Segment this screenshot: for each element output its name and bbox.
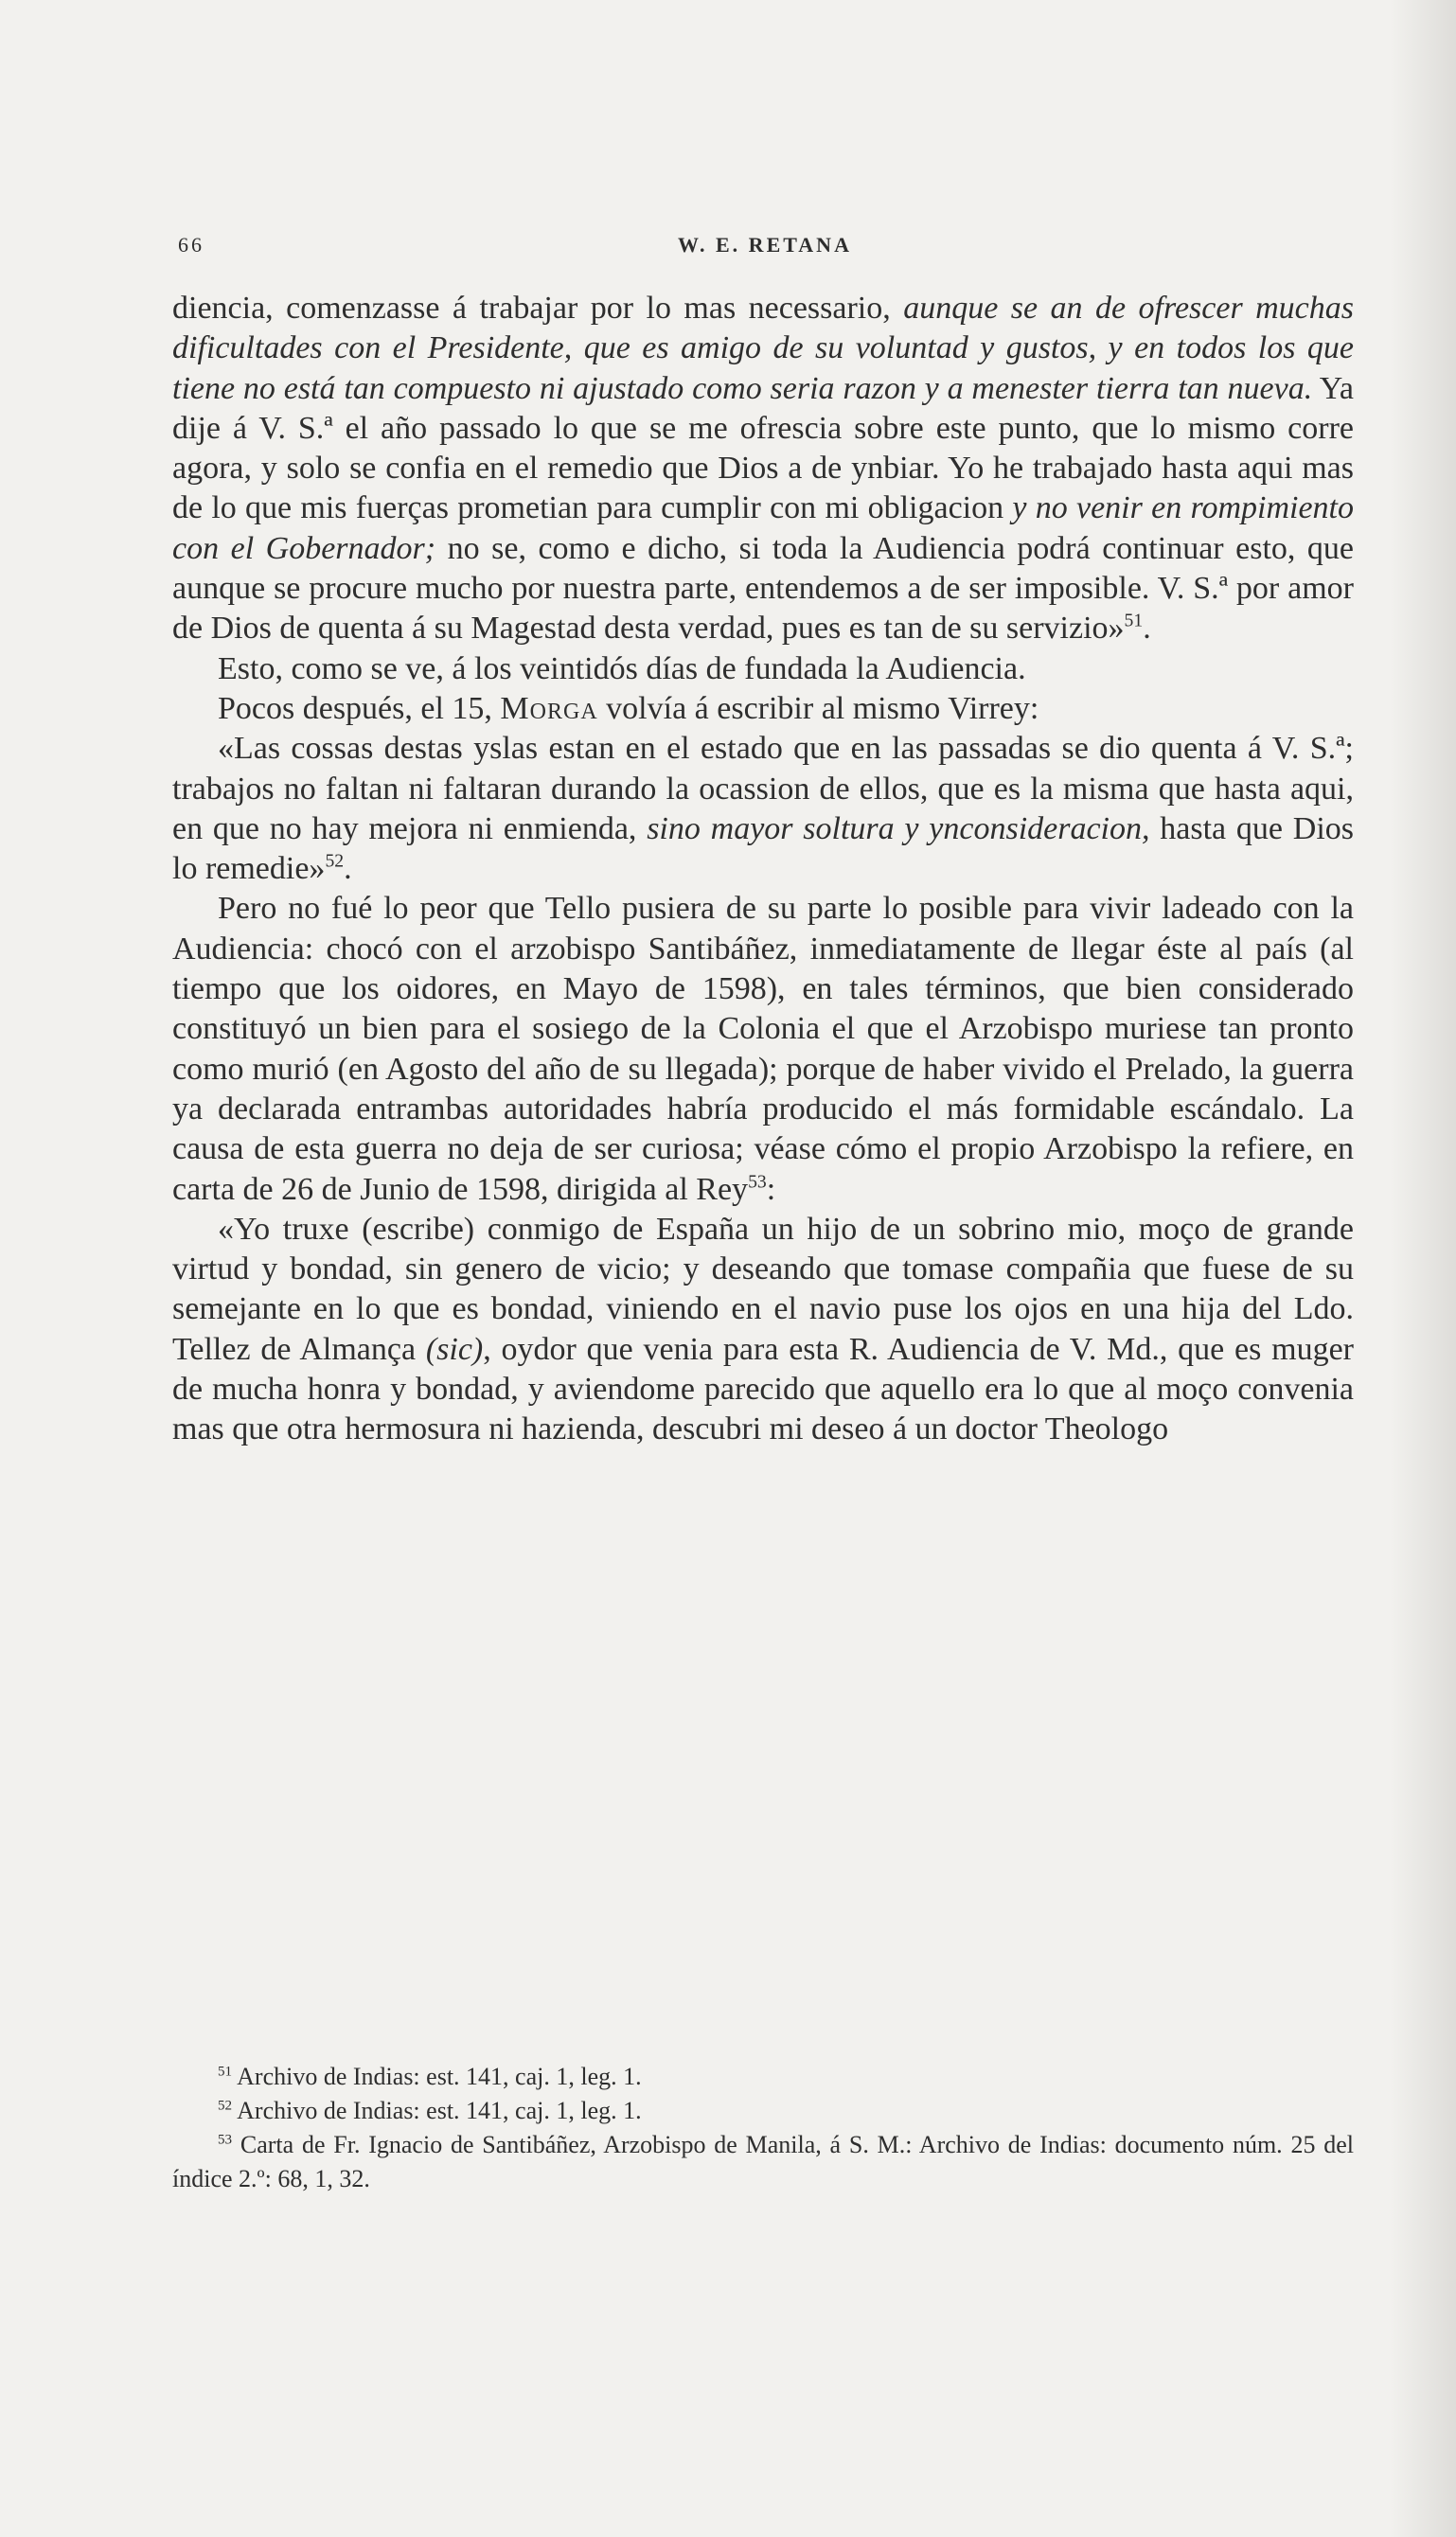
paragraph-6: «Yo truxe (escribe) conmigo de España un hijo de un sobrino mio, moço de grande virtud y bondad, sin genero de vicio; y deseando que tomase compañia que fuese de su semejante en lo que es bondad, viniendo en el navio puse los ojos en una hija del Ldo. Tellez de Almança (sic), oydor que venia para esta R. Audiencia de V. Md., que es muger de mucha honra y bondad, y aviendome parecido que aquello era lo que al moço convenia mas que otra hermosura ni hazienda, descubri mi deseo á un doctor Theologo <box>172 1211 1354 1447</box>
footnote-51: $^{51}$ Archivo de Indias: est. 141, caj. 1, leg. 1. <box>218 2063 642 2090</box>
page-header <box>178 233 1352 271</box>
paragraph-4: «Las cossas destas yslas estan en el estado que en las passadas se dio quenta á V. S.ª; trabajos no faltan ni faltaran durando la ocassion de ellos, que es la misma que hasta aqui, en que no hay mejora ni enmienda, sino mayor soltura y ynconsideracion, hasta que Dios lo remedie»$^{52}$. <box>172 731 1354 887</box>
quoted-emphasis: y no venir en rompimiento con el Gobernador; <box>172 490 1354 566</box>
author-name: Morga <box>500 690 598 726</box>
quoted-emphasis: sino mayor soltura y ynconsideracion, <box>647 810 1150 846</box>
page-edge-shadow <box>1390 0 1456 2537</box>
footnote-number: 53 <box>218 2132 233 2148</box>
running-title: W. E. RETANA <box>678 233 852 257</box>
main-text <box>172 289 1354 1450</box>
footnote-ref: 51 <box>1124 611 1144 632</box>
footnote-number: 52 <box>218 2098 233 2114</box>
footnote-52: $^{52}$ Archivo de Indias: est. 141, caj. 1, leg. 1. <box>218 2097 642 2124</box>
quoted-emphasis: (sic) <box>425 1331 484 1367</box>
page-number: 66 <box>178 233 204 257</box>
quoted-emphasis: aunque se an de ofrescer muchas dificultades con el Presidente, que es amigo de su voluntad y gustos, y en todos los que tiene no está tan compuesto ni ajustado como seria razon y a menester tierra tan nueva. <box>172 291 1355 406</box>
paragraph-5: Pero no fué lo peor que Tello pusiera de su parte lo posible para vivir ladeado con la Audiencia: chocó con el arzobispo Santibáñez, inmediatamente de llegar éste al país (al tiempo que los oidores, en Mayo de 1598), en tales términos, que bien considerado constituyó un bien para el sosiego de la Colonia el que el Arzobispo muriese tan pronto como murió (en Agosto del año de su llegada); porque de haber vivido el Prelado, la guerra ya declarada entrambas autoridades habría producido el más formidable escándalo. La causa de esta guerra no deja de ser curiosa; véase cómo el propio Arzobispo la refiere, en carta de 26 de Junio de 1598, dirigida al Rey$^{53}$: <box>172 891 1354 1207</box>
footnotes <box>172 2060 1354 2196</box>
footnote-53: $^{53}$ Carta de Fr. Ignacio de Santibáñez, Arzobispo de Manila, á S. M.: Archivo de Indias: documento núm. 25 del índice 2.º: 68, 1, 32. <box>172 2131 1354 2192</box>
paragraph-3: Pocos después, el 15, Morga volvía á escribir al mismo Virrey: <box>218 690 1039 726</box>
footnote-number: 51 <box>218 2064 233 2080</box>
paragraph-1: diencia, comenzasse á trabajar por lo mas necessario, aunque se an de ofrescer muchas dificultades con el Presidente, que es amigo de su voluntad y gustos, y en todos los que tiene no está tan compuesto ni ajustado como seria razon y a menester tierra tan nueva. Ya dije á V. S.ª el año passado lo que se me ofrescia sobre este punto, que lo mismo corre agora, y solo se confia en el remedio que Dios a de ynbiar. Yo he trabajado hasta aqui mas de lo que mis fuerças prometian para cumplir con mi obligacion y no venir en rompimiento con el Gobernador; no se, como e dicho, si toda la Audiencia podrá continuar esto, que aunque se procure mucho por nuestra parte, entendemos a de ser imposible. V. S.ª por amor de Dios de quenta á su Magestad desta verdad, pues es tan de su servizio»$^{51}$. <box>172 291 1355 647</box>
footnote-ref: 53 <box>748 1171 767 1193</box>
paragraph-2: Esto, como se ve, á los veintidós días de fundada la Audiencia. <box>218 650 1026 686</box>
footnote-ref: 52 <box>325 850 345 872</box>
